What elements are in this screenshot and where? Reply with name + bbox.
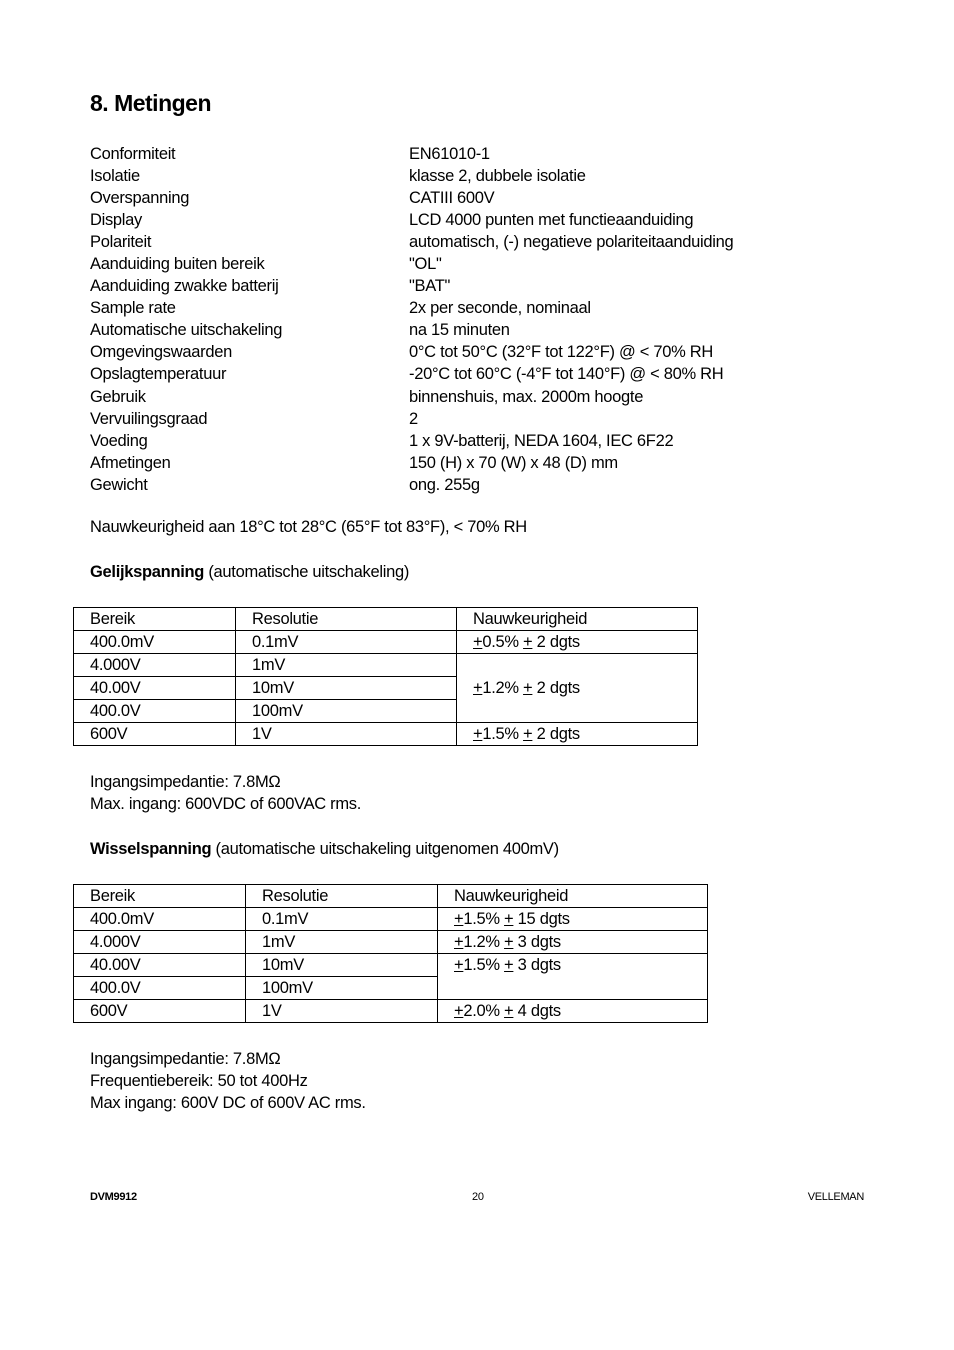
range-cell: 40.00V [74,954,246,977]
accuracy-percent: 1.2% [482,679,524,697]
spec-label: Display [90,211,143,230]
range-cell: 4.000V [74,654,236,677]
table-row [74,654,698,677]
range-cell: 400.0V [74,700,236,723]
plus-minus: + [454,1002,464,1020]
ac-note: Frequentiebereik: 50 tot 400Hz [90,1072,308,1090]
spec-label: Aanduiding zwakke batterij [90,277,279,296]
spec-value: ong. 255g [409,475,480,494]
spec-value: "OL" [409,255,442,274]
accuracy-digits: 4 dgts [513,1002,561,1020]
header-cell: Bereik [74,608,236,631]
plus-minus: + [523,725,533,743]
resolution-cell: 10mV [246,954,438,977]
ac-note: Ingangsimpedantie: 7.8MΩ [90,1050,281,1068]
footer-brand: VELLEMAN [807,1191,864,1203]
accuracy-digits: 3 dgts [513,956,561,974]
spec-value: CATIII 600V [409,189,495,208]
accuracy-cell [438,1000,708,1023]
spec-label: Overspanning [90,189,190,208]
spec-value: automatisch, (-) negatieve polariteitaanduiding [409,233,734,252]
spec-value: binnenshuis, max. 2000m hoogte [409,387,644,406]
accuracy-percent: 1.5% [482,725,524,743]
table-header-row [74,608,698,631]
spec-label: Conformiteit [90,145,176,163]
resolution-cell: 10mV [236,677,457,700]
ac-title-bold: Wisselspanning [90,840,212,858]
header-cell: Nauwkeurigheid [438,885,708,908]
accuracy-digits: 2 dgts [532,633,580,651]
accuracy-cell [457,654,698,723]
spec-label: Opslagtemperatuur [90,365,227,384]
resolution-cell: 1mV [236,654,457,677]
accuracy-percent: 1.5% [463,956,505,974]
ac-note: Max ingang: 600V DC of 600V AC rms. [90,1094,366,1112]
spec-value: 1 x 9V-batterij, NEDA 1604, IEC 6F22 [409,431,674,450]
plus-minus: + [504,1002,514,1020]
ac-section-title [90,840,559,859]
spec-label: Vervuilingsgraad [90,409,208,428]
range-cell: 40.00V [74,677,236,700]
ac-title-rest: (automatische uitschakeling uitgenomen 400mV) [211,840,559,858]
table-row [74,908,708,931]
ac-voltage-table [73,884,708,1023]
spec-label: Voeding [90,431,148,450]
accuracy-note: Nauwkeurigheid aan 18°C tot 28°C (65°F tot 83°F), < 70% RH [90,518,527,536]
spec-value: 2x per seconde, nominaal [409,299,591,318]
accuracy-digits: 3 dgts [513,933,561,951]
resolution-cell: 1V [236,723,457,746]
spec-label: Isolatie [90,167,140,186]
table-header-row [74,885,708,908]
footer-model: DVM9912 [90,1191,137,1203]
plus-minus: + [523,633,533,651]
header-cell: Resolutie [236,608,457,631]
accuracy-percent: 0.5% [482,633,524,651]
spec-value: na 15 minuten [409,321,510,340]
plus-minus: + [473,725,483,743]
resolution-cell: 0.1mV [246,908,438,931]
accuracy-cell [457,631,698,654]
spec-value: "BAT" [409,277,451,296]
accuracy-digits: 2 dgts [532,725,580,743]
resolution-cell: 1V [246,1000,438,1023]
accuracy-percent: 1.2% [463,933,505,951]
plus-minus: + [504,933,514,951]
range-cell: 400.0V [74,977,246,1000]
header-cell: Resolutie [246,885,438,908]
range-cell: 400.0mV [74,631,236,654]
spec-label: Polariteit [90,233,152,252]
accuracy-cell [438,931,708,954]
plus-minus: + [473,633,483,651]
table-row [74,931,708,954]
plus-minus: + [473,679,483,697]
accuracy-percent: 1.5% [463,910,505,928]
accuracy-percent: 2.0% [463,1002,505,1020]
dc-title-rest: (automatische uitschakeling) [204,563,410,581]
dc-voltage-table [73,607,698,746]
footer-page-number: 20 [472,1191,484,1203]
resolution-cell: 100mV [246,977,438,1000]
spec-value: LCD 4000 punten met functieaanduiding [409,211,694,230]
spec-label: Gebruik [90,387,146,406]
accuracy-digits: 2 dgts [532,679,580,697]
resolution-cell: 0.1mV [236,631,457,654]
accuracy-digits: 15 dgts [513,910,570,928]
header-cell: Bereik [74,885,246,908]
dc-note: Ingangsimpedantie: 7.8MΩ [90,773,281,791]
spec-value: klasse 2, dubbele isolatie [409,167,586,186]
spec-label: Afmetingen [90,453,171,472]
spec-label: Sample rate [90,299,176,318]
dc-note: Max. ingang: 600VDC of 600VAC rms. [90,795,362,813]
table-row [74,1000,708,1023]
header-cell: Nauwkeurigheid [457,608,698,631]
plus-minus: + [523,679,533,697]
accuracy-cell [438,908,708,931]
spec-value: 2 [409,409,418,428]
table-row [74,954,708,977]
dc-title-bold: Gelijkspanning [90,563,205,581]
resolution-cell: 1mV [246,931,438,954]
plus-minus: + [454,956,464,974]
range-cell: 4.000V [74,931,246,954]
spec-label: Automatische uitschakeling [90,321,283,340]
section-heading: 8. Metingen [90,90,212,116]
table-row [74,723,698,746]
plus-minus: + [454,910,464,928]
spec-label: Aanduiding buiten bereik [90,255,265,274]
range-cell: 400.0mV [74,908,246,931]
spec-value: EN61010-1 [409,145,490,163]
range-cell: 600V [74,723,236,746]
spec-label: Gewicht [90,475,148,494]
table-row [74,631,698,654]
range-cell: 600V [74,1000,246,1023]
resolution-cell: 100mV [236,700,457,723]
dc-section-title [90,563,409,582]
accuracy-cell [457,723,698,746]
spec-value: 0°C tot 50°C (32°F tot 122°F) @ < 70% RH [409,343,713,362]
spec-value: -20°C tot 60°C (-4°F tot 140°F) @ < 80% RH [409,365,724,384]
plus-minus: + [504,910,514,928]
spec-label: Omgevingswaarden [90,343,232,362]
spec-value: 150 (H) x 70 (W) x 48 (D) mm [409,453,618,472]
accuracy-cell [438,954,708,1000]
plus-minus: + [504,956,514,974]
plus-minus: + [454,933,464,951]
